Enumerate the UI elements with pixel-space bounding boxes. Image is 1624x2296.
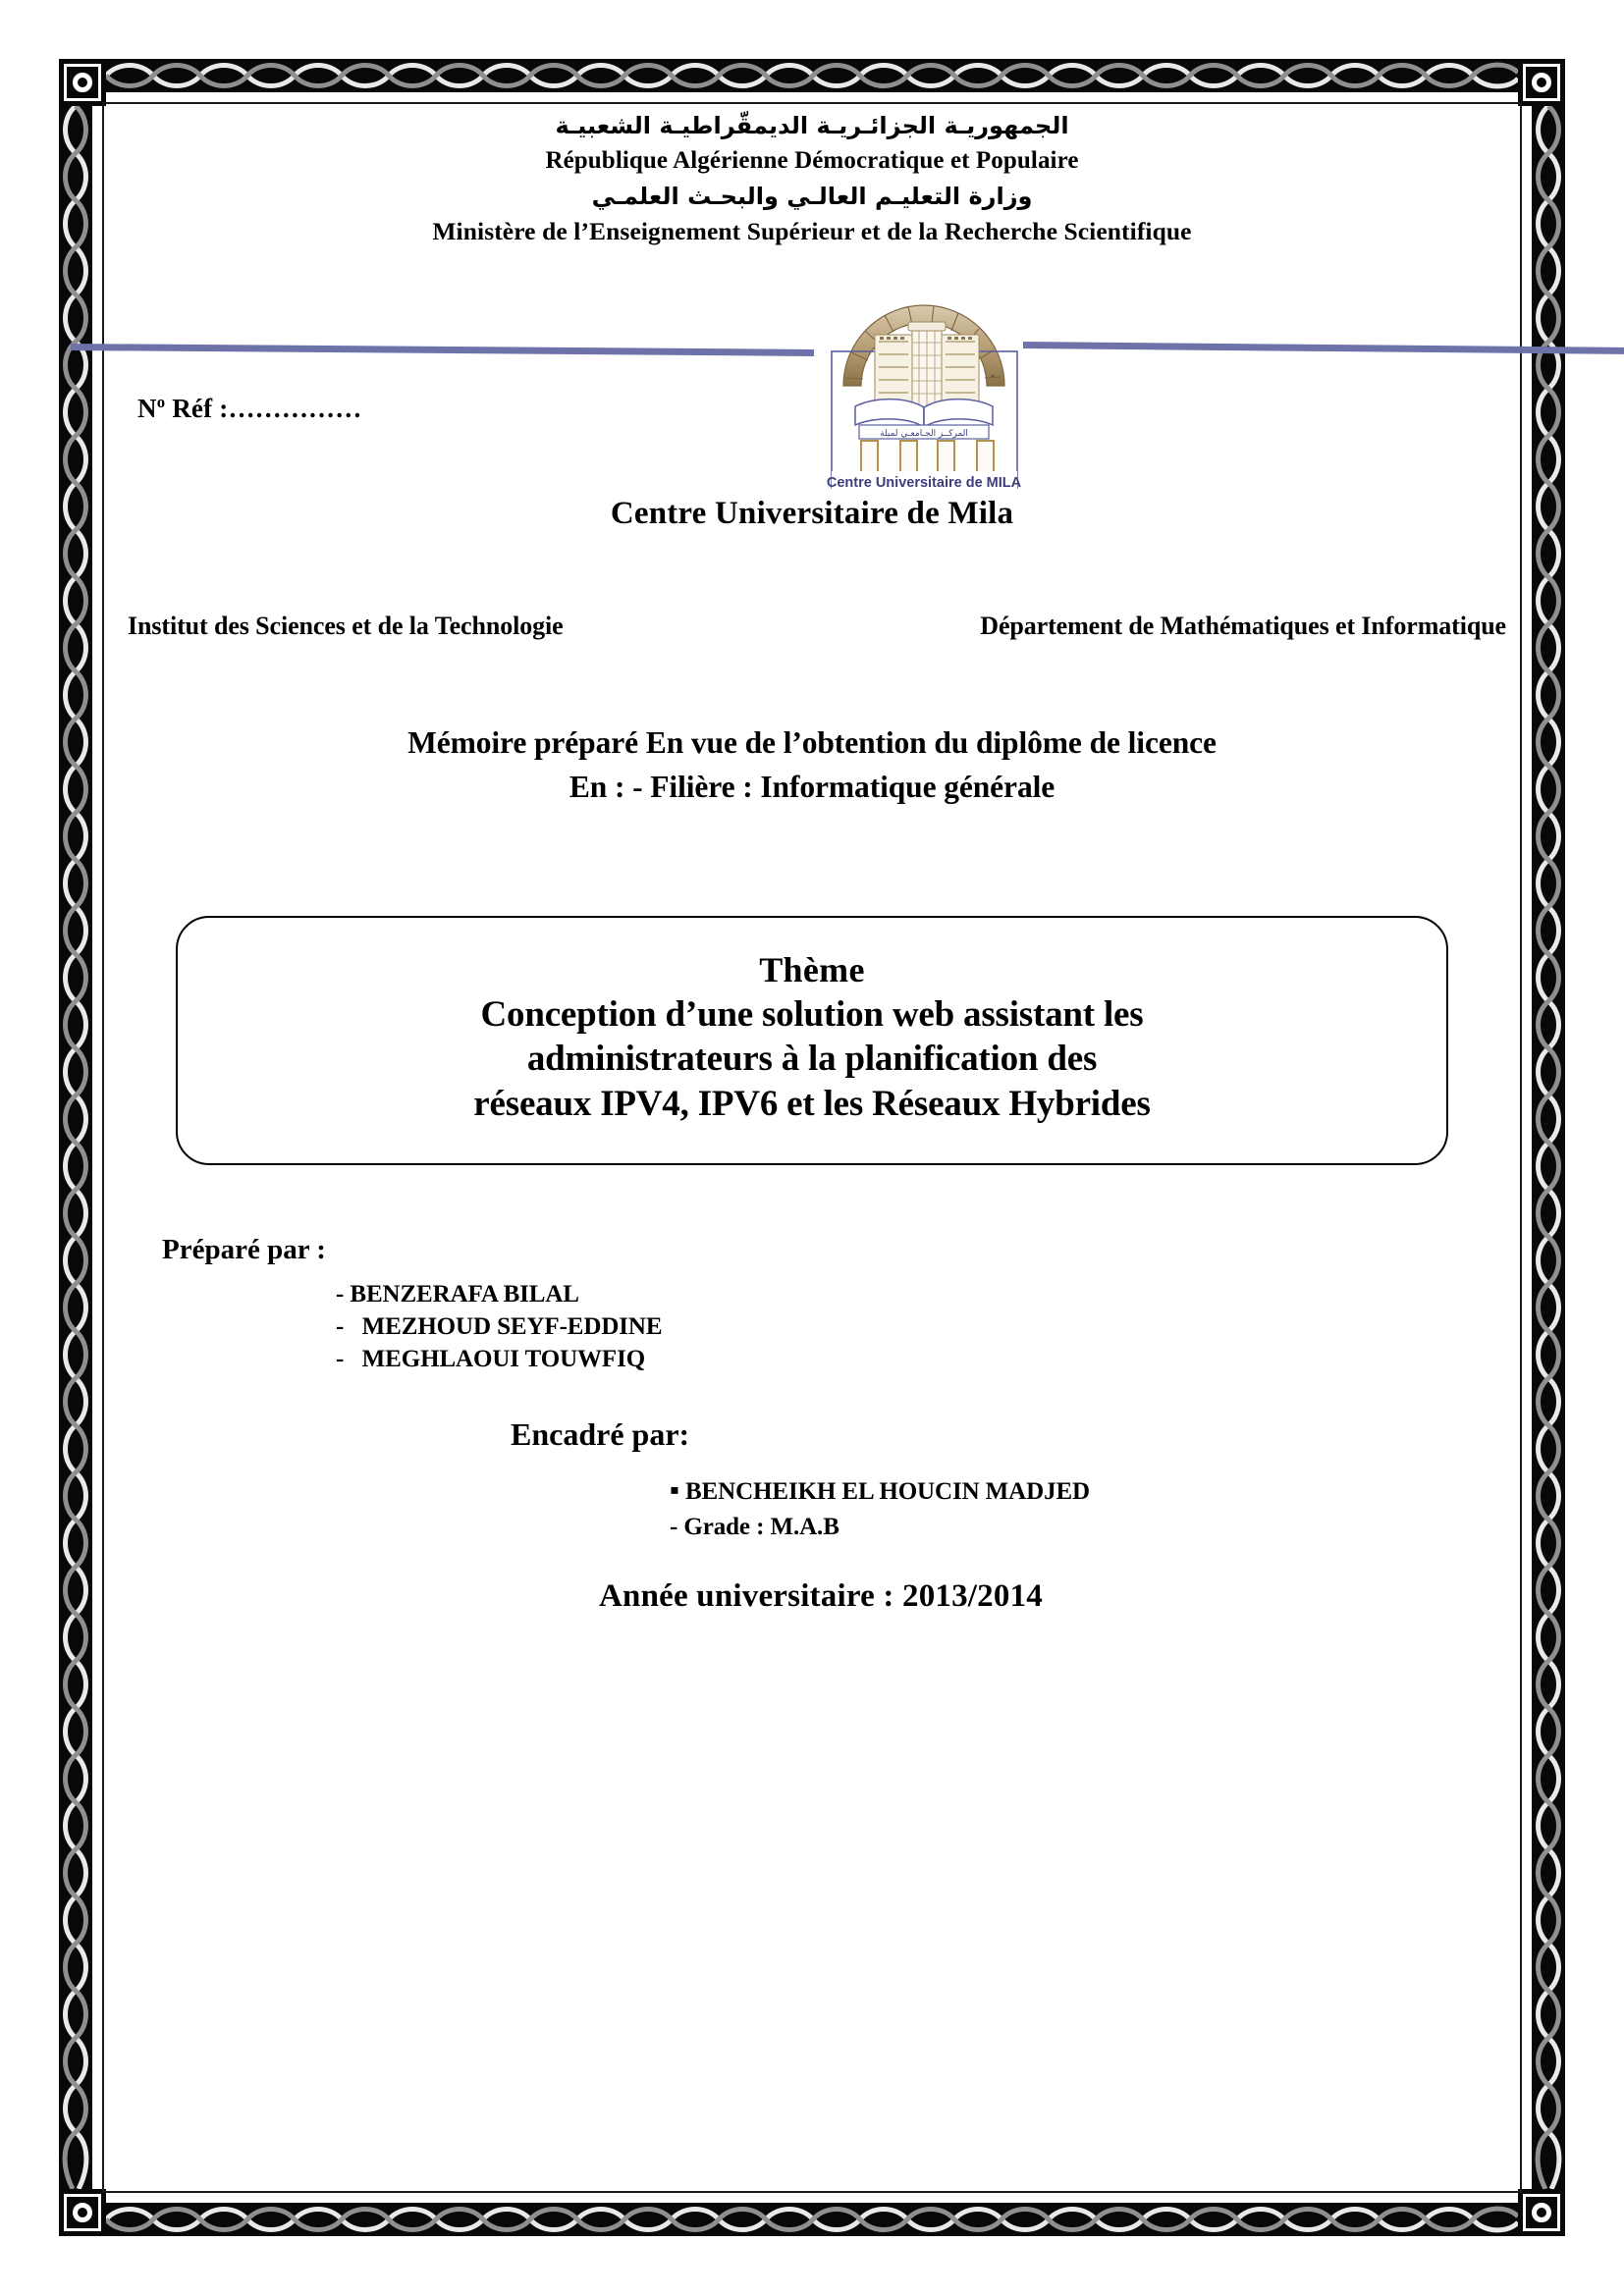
supervisor-list <box>670 1472 1090 1544</box>
academic-year: Année universitaire : 2013/2014 <box>599 1578 1043 1614</box>
thesis-title-line-1: Conception d’une solution web assistant les <box>480 994 1144 1036</box>
accent-rule-left <box>71 344 814 356</box>
svg-text:المركــز الجـامعـي لميلة: المركــز الجـامعـي لميلة <box>880 429 968 439</box>
university-name: Centre Universitaire de Mila <box>610 496 1014 531</box>
institute-department-row <box>110 612 1514 641</box>
supervised-by-label: Encadré par: <box>511 1416 690 1452</box>
degree-statement <box>110 721 1514 809</box>
degree-line-1: Mémoire préparé En vue de l’obtention du diplôme de licence <box>407 725 1217 760</box>
university-logo <box>814 270 1035 496</box>
list-item: - BENZERAFA BILAL <box>336 1281 579 1308</box>
border-band-right <box>1532 106 1565 2189</box>
ministry-arabic: وزارة التعليـم العالـي والبحـث العلمـي <box>591 183 1033 211</box>
svg-text:Centre Universitaire de MILA: Centre Universitaire de MILA <box>826 475 1022 491</box>
reference-superscript: o <box>156 393 166 411</box>
square-bullet-icon: ▪ <box>670 1475 679 1506</box>
cover-content <box>110 108 1514 2189</box>
list-item <box>670 1472 1090 1511</box>
reference-label: N <box>137 394 157 423</box>
republic-french: République Algérienne Démocratique et Populaire <box>545 147 1079 174</box>
border-band-bottom <box>106 2203 1518 2236</box>
reference-value: Réf :…………… <box>165 394 362 423</box>
border-corner-top-right <box>1518 59 1565 106</box>
corner-ring-icon <box>73 2203 92 2222</box>
thesis-title-line-2: administrateurs à la planification des <box>526 1039 1098 1080</box>
supervisor-grade: - Grade : M.A.B <box>670 1513 839 1540</box>
ministry-french: Ministère de l’Enseignement Supérieur et de la Recherche Scientifique <box>432 217 1192 246</box>
thesis-title-line-3: réseaux IPV4, IPV6 et les Réseaux Hybrides <box>473 1083 1151 1124</box>
corner-ring-icon <box>1532 73 1551 92</box>
list-item: - MEZHOUD SEYF-EDDINE <box>336 1313 663 1340</box>
theme-label: Thème <box>759 950 865 990</box>
department-name: Département de Mathématiques et Informatique <box>980 612 1506 640</box>
list-item: - MEGHLAOUI TOUWFIQ <box>336 1346 646 1372</box>
border-corner-bottom-right <box>1518 2189 1565 2236</box>
institute-name: Institut des Sciences et de la Technologie <box>128 612 564 640</box>
republic-arabic: الجمهوريـة الجزائـريـة الديمقّراطيـة الشعبيـة <box>555 112 1069 139</box>
degree-line-2: En : - Filière : Informatique générale <box>568 769 1056 804</box>
theme-box <box>176 916 1448 1165</box>
reference-number <box>137 393 361 424</box>
corner-ring-icon <box>73 73 92 92</box>
ministry-header <box>110 108 1514 250</box>
border-corner-top-left <box>59 59 106 106</box>
border-corner-bottom-left <box>59 2189 106 2236</box>
prepared-by-label: Préparé par : <box>162 1234 326 1265</box>
student-list <box>336 1278 662 1375</box>
supervisor-name: BENCHEIKH EL HOUCIN MADJED <box>678 1478 1091 1505</box>
border-band-left <box>59 106 92 2189</box>
border-band-top <box>106 59 1518 92</box>
thesis-title <box>473 992 1150 1125</box>
corner-ring-icon <box>1532 2203 1551 2222</box>
